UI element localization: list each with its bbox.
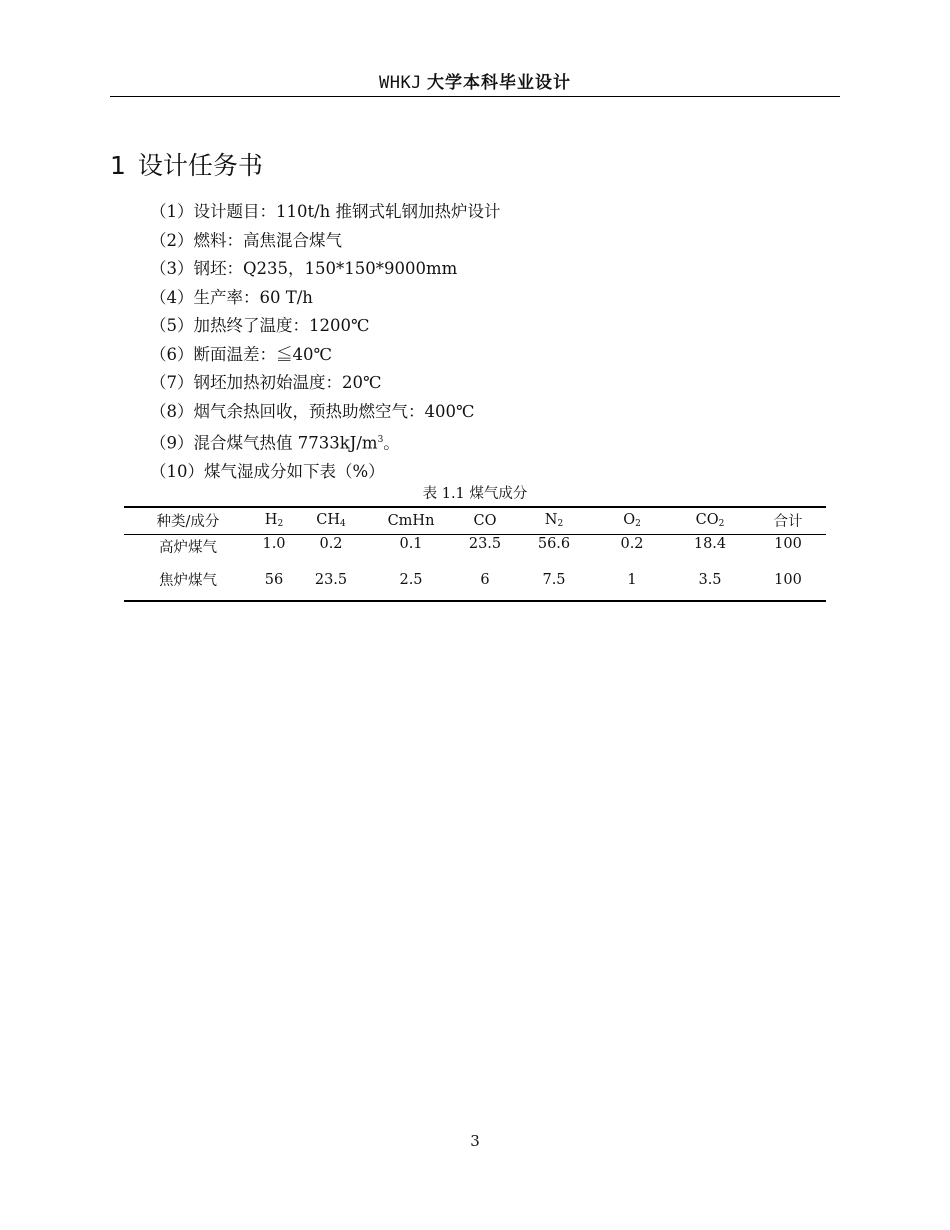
subscript: 2 — [557, 519, 564, 530]
header-label: CO — [695, 512, 719, 529]
table-cell: 1 — [594, 559, 670, 601]
table-row — [124, 534, 826, 559]
header-label: CmHn — [387, 512, 435, 529]
table-header-cell — [366, 507, 456, 534]
table-cell: 56.6 — [537, 535, 571, 552]
header-label: CO — [473, 512, 497, 529]
subscript: 2 — [635, 519, 641, 530]
header-label: H — [264, 512, 278, 529]
task-item-text: （9）混合煤气热值 7733kJ/m — [150, 433, 378, 453]
table-cell: 高炉煤气 — [159, 539, 217, 556]
page-number: 3 — [470, 1132, 480, 1150]
subscript: 4 — [340, 519, 346, 530]
table-header-row — [124, 507, 826, 534]
task-item: （1）设计题目：110t/h 推钢式轧钢加热炉设计 — [150, 202, 501, 221]
section-number: 1 — [110, 151, 126, 180]
task-item-suffix: 。 — [383, 433, 400, 453]
table-cell: 100 — [774, 535, 802, 552]
table-header-cell — [252, 507, 296, 534]
table-caption: 表 1.1 煤气成分 — [422, 486, 528, 502]
task-item: （4）生产率：60 T/h — [150, 287, 313, 307]
task-item: （5）加热终了温度：1200℃ — [150, 316, 370, 335]
table-cell: 23.5 — [296, 559, 366, 601]
table-header-cell — [670, 507, 750, 534]
table-cell: 7.5 — [514, 559, 594, 601]
gas-composition-table — [124, 506, 826, 602]
header-label: N — [544, 512, 558, 529]
table-cell: 23.5 — [468, 535, 502, 552]
task-item: （10）煤气湿成分如下表（%） — [150, 462, 385, 481]
table-cell: 100 — [750, 559, 826, 601]
header-label: O — [623, 512, 636, 529]
table-header-cell — [124, 507, 252, 534]
table-header-cell — [750, 507, 826, 534]
superscript: 3 — [377, 435, 384, 445]
table-cell: 6 — [456, 559, 514, 601]
subscript: 2 — [718, 519, 725, 530]
header-label: CH — [316, 512, 340, 529]
table-row — [124, 559, 826, 601]
section-heading — [110, 146, 263, 182]
table-cell: 0.2 — [319, 535, 343, 552]
table-cell: 焦炉煤气 — [124, 559, 252, 601]
task-item: （8）烟气余热回收，预热助燃空气：400℃ — [150, 401, 475, 421]
subscript: 2 — [277, 519, 284, 530]
task-item: （2）燃料：高焦混合煤气 — [150, 230, 342, 250]
task-item: （6）断面温差：≦40℃ — [150, 344, 332, 364]
table-cell: 56 — [252, 559, 296, 601]
table-cell: 2.5 — [366, 559, 456, 601]
table-cell: 0.1 — [399, 535, 423, 552]
table-header-cell — [594, 507, 670, 534]
table-cell: 3.5 — [670, 559, 750, 601]
header-title: 大学本科毕业设计 — [427, 73, 572, 93]
table-header-cell — [456, 507, 514, 534]
table-cell: 18.4 — [693, 535, 727, 552]
header-label: 合计 — [773, 514, 803, 531]
task-item: （3）钢坯：Q235，150*150*9000mm — [150, 259, 458, 278]
page-header — [110, 70, 840, 97]
header-label: 种类/成分 — [156, 514, 220, 531]
table-cell: 1.0 — [262, 535, 286, 552]
task-item: （7）钢坯加热初始温度：20℃ — [150, 373, 382, 392]
task-list — [150, 198, 501, 487]
table-header-cell — [296, 507, 366, 534]
section-title-text: 设计任务书 — [137, 151, 263, 180]
table-cell: 0.2 — [620, 535, 644, 552]
header-latin: WHKJ — [378, 73, 422, 93]
task-item — [150, 426, 501, 458]
table-header-cell — [514, 507, 594, 534]
